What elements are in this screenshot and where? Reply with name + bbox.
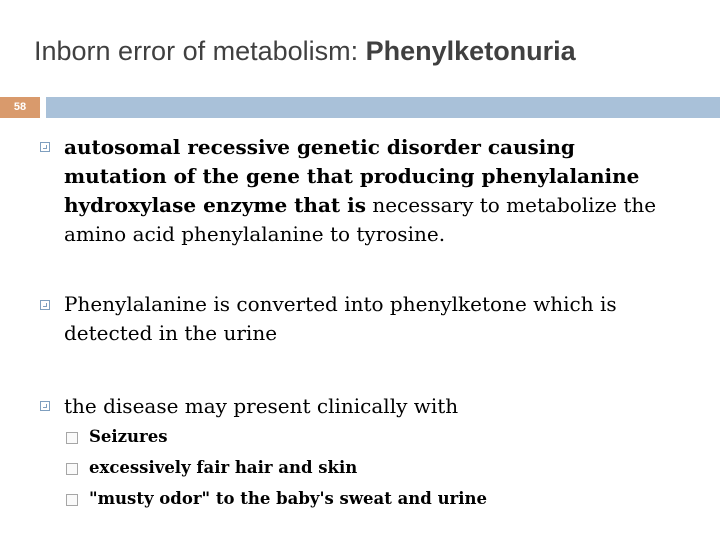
sub-item-musty-odor: "musty odor" to the baby's sweat and urine bbox=[89, 489, 488, 508]
bullet-2-line-2: detected in the urine bbox=[64, 321, 278, 345]
box-bullet-icon bbox=[66, 494, 78, 506]
square-bullet-icon bbox=[40, 142, 50, 152]
sub-item-fair-hair: excessively fair hair and skin bbox=[89, 458, 358, 477]
box-bullet-icon bbox=[66, 463, 78, 475]
box-bullet-icon bbox=[66, 432, 78, 444]
bullet-2-text bbox=[64, 290, 617, 348]
bullet-1-text bbox=[64, 133, 656, 249]
title-emphasis: Phenylketonuria bbox=[365, 36, 576, 66]
bullet-1-line-3: hydroxylase enzyme that is necessary to metabolize the bbox=[64, 193, 657, 217]
title-prefix: Inborn error of metabolism: bbox=[34, 36, 366, 66]
bullet-3-text bbox=[64, 392, 458, 421]
bullet-1-line-4: amino acid phenylalanine to tyrosine. bbox=[64, 222, 446, 246]
accent-bar bbox=[46, 97, 720, 118]
bullet-2-line-1: Phenylalanine is converted into phenylketone which is bbox=[64, 292, 617, 316]
slide-number: 58 bbox=[13, 101, 27, 113]
slide-title bbox=[34, 36, 576, 67]
bullet-3-line-1: the disease may present clinically with bbox=[64, 394, 459, 418]
bullet-1-line-1: autosomal recessive genetic disorder causing bbox=[64, 135, 575, 159]
sub-item-seizures: Seizures bbox=[89, 427, 168, 446]
square-bullet-icon bbox=[40, 300, 50, 310]
square-bullet-icon bbox=[40, 401, 50, 411]
bullet-1-line-2: mutation of the gene that producing phenylalanine bbox=[64, 164, 640, 188]
